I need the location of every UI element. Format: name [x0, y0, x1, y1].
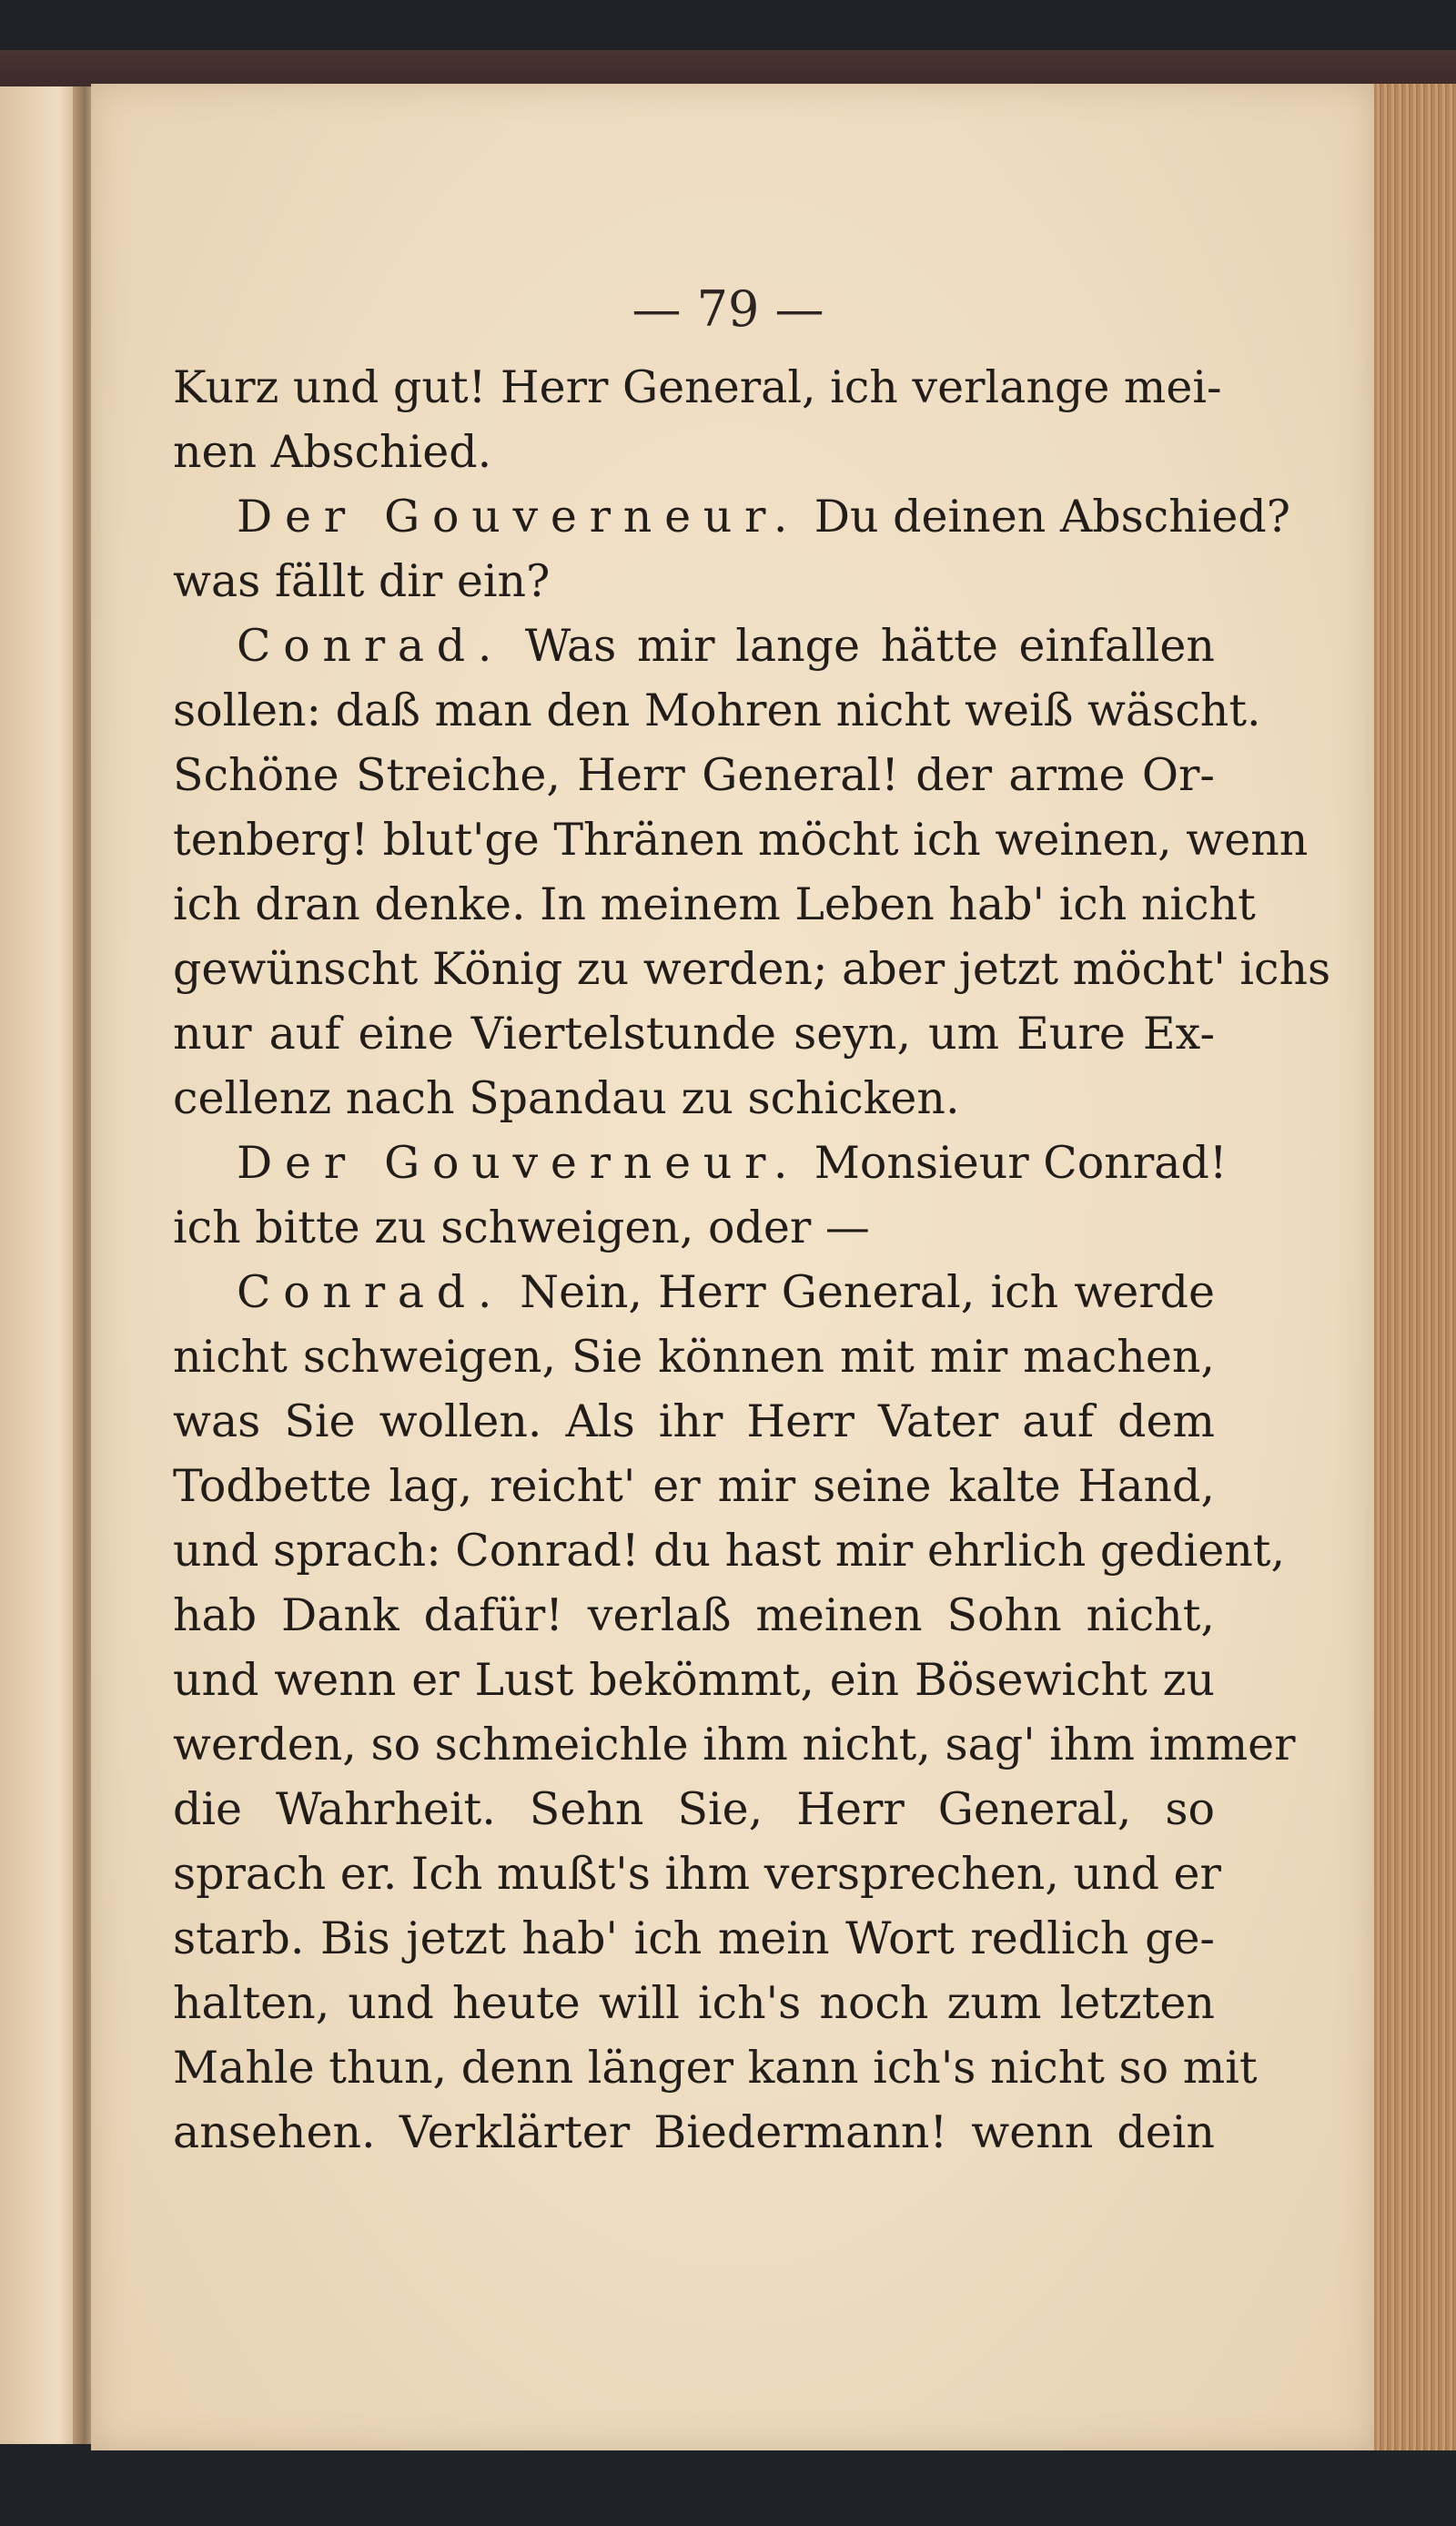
- text-line: [173, 2100, 1215, 2165]
- line-text: ansehen. Verklärter Biedermann! wenn dein: [173, 2106, 1215, 2158]
- line-text: hab Dank dafür! verlaß meinen Sohn nicht,: [173, 1589, 1215, 1641]
- line-text: was Sie wollen. Als ihr Herr Vater auf dem: [173, 1395, 1215, 1447]
- text-line: [173, 1260, 1215, 1324]
- text-line: [173, 1518, 1286, 1583]
- line-text: und sprach: Conrad! du hast mir ehrlich gedient,: [173, 1525, 1286, 1577]
- line-text: starb. Bis jetzt hab' ich mein Wort redlich ge-: [173, 1912, 1215, 1964]
- line-text: tenberg! blut'ge Thränen möcht ich weinen, wenn: [173, 814, 1309, 866]
- text-line: [173, 614, 1215, 678]
- page-number: — 79 —: [632, 280, 824, 338]
- line-text: Kurz und gut! Herr General, ich verlange mei-: [173, 361, 1222, 413]
- line-text: und wenn er Lust bekömmt, ein Bösewicht zu: [173, 1654, 1215, 1706]
- line-text: sollen: daß man den Mohren nicht weiß wäscht.: [173, 685, 1261, 736]
- line-text: nen Abschied.: [173, 426, 492, 478]
- text-line: [173, 937, 1331, 1001]
- page-text: [173, 355, 1331, 2165]
- line-text: die Wahrheit. Sehn Sie, Herr General, so: [173, 1783, 1215, 1835]
- line-text: ich dran denke. In meinem Leben hab' ich nicht: [173, 878, 1256, 930]
- text-line: [173, 1971, 1215, 2035]
- text-line: [173, 1777, 1215, 1841]
- line-text: nicht schweigen, Sie können mit mir machen,: [173, 1331, 1215, 1383]
- text-line: [173, 1583, 1215, 1648]
- text-line: [173, 1648, 1215, 1712]
- text-line: [173, 549, 1215, 614]
- text-line: [173, 1066, 1215, 1131]
- text-line: [173, 1841, 1221, 1906]
- text-line: [173, 1001, 1215, 1066]
- text-line: [173, 355, 1222, 420]
- line-text: Todbette lag, reicht' er mir seine kalte Hand,: [173, 1460, 1215, 1512]
- line-text: sprach er. Ich mußt's ihm versprechen, und er: [173, 1848, 1221, 1900]
- text-line: [173, 1195, 1215, 1260]
- text-line: [173, 420, 1215, 484]
- line-text: cellenz nach Spandau zu schicken.: [173, 1072, 960, 1124]
- line-text: Nein, Herr General, ich werde: [504, 1266, 1215, 1318]
- line-text: halten, und heute will ich's noch zum letzten: [173, 1977, 1215, 2029]
- text-line: [173, 484, 1291, 549]
- page-stack-edge: [1374, 84, 1456, 2450]
- text-line: [173, 743, 1215, 807]
- line-text: Monsieur Conrad!: [800, 1137, 1228, 1189]
- speaker-name: Der Gouverneur.: [237, 491, 801, 543]
- text-line: [173, 678, 1261, 743]
- text-line: [173, 1906, 1215, 1971]
- line-text: werden, so schmeichle ihm nicht, sag' ihm immer: [173, 1719, 1296, 1770]
- text-line: [173, 872, 1256, 937]
- line-text: Du deinen Abschied?: [800, 491, 1291, 543]
- text-line: [173, 807, 1309, 872]
- line-text: Mahle thun, denn länger kann ich's nicht so mit: [173, 2042, 1258, 2094]
- line-text: Was mir lange hätte einfallen: [504, 620, 1215, 672]
- text-line: [173, 1389, 1215, 1454]
- speaker-name: Conrad.: [237, 1266, 505, 1318]
- line-text: nur auf eine Viertelstunde seyn, um Eure Ex-: [173, 1008, 1215, 1060]
- text-line: [173, 1324, 1215, 1389]
- facing-page-edge: [0, 86, 84, 2444]
- line-text: ich bitte zu schweigen, oder —: [173, 1202, 870, 1253]
- line-text: gewünscht König zu werden; aber jetzt möcht' ichs: [173, 943, 1331, 995]
- text-line: [173, 1131, 1228, 1195]
- line-text: Schöne Streiche, Herr General! der arme Or-: [173, 749, 1215, 801]
- text-line: [173, 1712, 1296, 1777]
- speaker-name: Der Gouverneur.: [237, 1137, 801, 1189]
- text-line: [173, 1454, 1215, 1518]
- text-line: [173, 2035, 1258, 2100]
- line-text: was fällt dir ein?: [173, 555, 551, 607]
- speaker-name: Conrad.: [237, 620, 505, 672]
